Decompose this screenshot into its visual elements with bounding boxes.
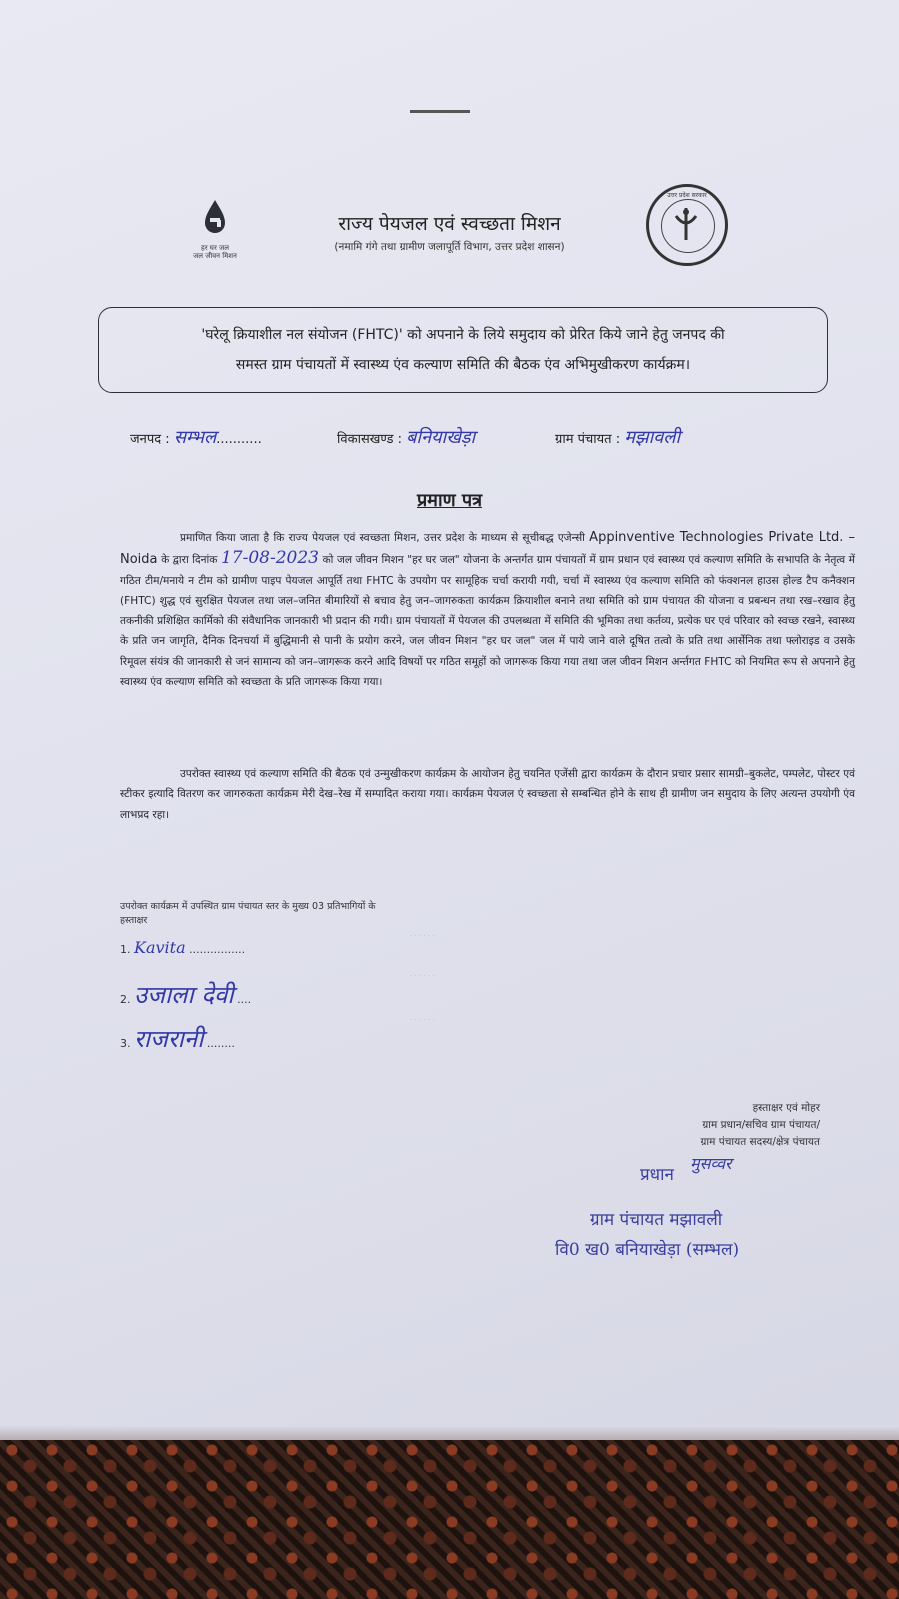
signatory-number: 1. xyxy=(120,943,131,956)
logo-caption-2: जल जीवन मिशन xyxy=(193,252,237,260)
p1-part-b: के द्वारा दिनांक xyxy=(161,554,218,567)
bleed-through-text: · · · · · · xyxy=(410,1016,435,1024)
program-title-line-2: समस्त ग्राम पंचायतों में स्वास्थ्य एंव कल्याण समिति की बैठक एंव अभिमुखीकरण कार्यक्रम। xyxy=(235,357,691,373)
header-title: राज्य पेयजल एवं स्वच्छता मिशन xyxy=(338,213,561,235)
authority-block xyxy=(590,1100,820,1151)
stamp-panchayat: ग्राम पंचायत मझावली xyxy=(590,1210,723,1230)
certificate-paragraph-1 xyxy=(120,528,855,692)
signatories-intro xyxy=(120,900,540,928)
program-title-line-1: 'घरेलू क्रियाशील नल संयोजन (FHTC)' को अपनाने के लिये समुदाय को प्रेरित किये जाने हेतु जनपद की xyxy=(201,327,725,343)
signatory-number: 3. xyxy=(120,1037,131,1050)
signatory-signature: राजरानी xyxy=(134,1025,204,1053)
gram-panchayat-label: ग्राम पंचायत : xyxy=(555,432,621,447)
signatory-1: 1. Kavita ................ xyxy=(120,938,246,957)
top-dash-mark xyxy=(410,110,470,113)
agency-name: Appinventive Technologies Private Ltd. – Noida xyxy=(120,530,855,568)
bleed-through-text: · · · · · · xyxy=(410,972,435,980)
janpad-field: जनपद : सम्भल........... xyxy=(130,427,262,448)
vikaskhand-value: बनियाखेड़ा xyxy=(406,427,476,448)
program-title-box xyxy=(98,307,828,393)
gram-panchayat-value: मझावली xyxy=(624,427,681,448)
vikaskhand-label: विकासखण्ड : xyxy=(337,432,403,447)
p1-part-c: को जल जीवन मिशन "हर घर जल" योजना के अन्तर्गत ग्राम पंचायतों में ग्राम प्रधान एवं स्वास्थ्य एवं कल्याण समिति के सभापति के नेतृत्व में गठित टीम/मनाये न टीम को ग्रामीण पाइप पेयजल आपूर्ति तथा FHTC के उपयोग पर सामूहिक चर्चा करायी गयी, चर्चा में स्वास्थ्य एंव कल्याण समिति को फंक्शनल हाउस होल्ड टैप कनैक्शन (FHTC) शुद्ध एवं सुरक्षित पेयजल तथा जल–जनित बीमारियों से बचाव हेतु जन–जागरुकता कार्यक्रम क्रियाशील बनाने तथा समिति को ग्राम पंचायत की योजना व प्रबन्धन तथा रख–रखाव हेतु तकनीकी प्रशिक्षित कार्मिको की संवैधानिक जानकारी भी प्रदान की गयी। ग्राम पंचायतों में पेयजल की उपलब्धता में समिति की भूमिका तथा कर्तव्य, प्रत्येक घर एवं परिवार को स्वच्छ रखने, स्वास्थ्य के प्रति जन जागृति, दैनिक दिनचर्या में बुद्धिमानी से पानी के प्रयोग करने, जल जीवन मिशन "हर घर जल" जल में पाये जाने वाले दूषित तत्वो के प्रति तथा आर्सेनिक तथा फ्लोराइड व उसके रिमूवल संयंत्र की जानकारी से जनं सामान्य को जन–जागरूक करने आदि विषयों पर गठित समूहों को जागरूक किया गया तथा जल जीवन मिशन अर्न्तगत FHTC को नियमित रूप से अपनाने हेतु स्वास्थ्य एंव कल्याण समिति को स्वच्छता के प्रति जागरूक किया गया। xyxy=(120,554,855,689)
program-date: 17-08-2023 xyxy=(220,548,319,569)
logo-caption: हर घर जल xyxy=(201,244,229,252)
certificate-paragraph-2: उपरोक्त स्वास्थ्य एवं कल्याण समिति की बैठक एवं उन्मुखीकरण कार्यक्रम के आयोजन हेतु चयनित एजेंसी द्वारा कार्यक्रम के दौरान प्रचार प्रसार सामग्री–बुकलेट, पम्पलेट, पोस्टर एवं स्टीकर इत्यादि वितरण कर जागरुकता कार्यक्रम मेरी देख–रेख में सम्पादित कराया गया। कार्यक्रम पेयजल एं स्वच्छता से सम्बन्धित होने के साथ ही ग्रामीण जन समुदाय के लिए अत्यन्त उपयोगी एंव लाभप्रद रहा। xyxy=(120,768,855,821)
signatory-number: 2. xyxy=(120,993,131,1006)
authority-line-1: हस्ताक्षर एवं मोहर xyxy=(752,1102,820,1114)
janpad-value: सम्भल xyxy=(173,427,217,448)
vikaskhand-field xyxy=(337,425,475,449)
seal-text: उत्तर प्रदेश सरकार xyxy=(667,192,707,199)
janpad-label: जनपद : xyxy=(130,432,170,447)
signatories-intro-line: उपरोक्त कार्यक्रम में उपस्थित ग्राम पंचायत स्तर के मुख्य 03 प्रतिभागियों के xyxy=(120,901,376,912)
signatory-signature: Kavita xyxy=(134,938,186,957)
signatory-2: 2. उजाला देवी .... xyxy=(120,981,252,1009)
stamp-designation: प्रधान xyxy=(640,1165,674,1185)
certificate-title: प्रमाण पत्र xyxy=(416,490,483,511)
authority-line-2: ग्राम प्रधान/सचिव ग्राम पंचायत/ xyxy=(702,1119,820,1131)
signatory-signature: उजाला देवी xyxy=(134,981,234,1009)
authority-line-3: ग्राम पंचायत सदस्य/क्षेत्र पंचायत xyxy=(700,1136,820,1148)
signatories-intro-line-2: हस्ताक्षर xyxy=(120,915,148,926)
header-subtitle: (नमामि गंगे तथा ग्रामीण जलापूर्ति विभाग, उत्तर प्रदेश शासन) xyxy=(334,241,565,253)
carpet-background xyxy=(0,1440,899,1599)
p1-part-a: प्रमाणित किया जाता है कि राज्य पेयजल एवं स्वच्छता मिशन, उत्तर प्रदेश के माध्यम से सूचीबद्ध एजेन्सी xyxy=(180,532,585,544)
gram-panchayat-field xyxy=(555,425,680,449)
signatory-3: 3. राजरानी ........ xyxy=(120,1025,235,1053)
stamp-block: वि0 ख0 बनियाखेड़ा (सम्भल) xyxy=(555,1240,740,1260)
bleed-through-text: · · · · · · xyxy=(410,932,435,940)
pradhan-signature: मुसव्वर xyxy=(690,1154,732,1173)
